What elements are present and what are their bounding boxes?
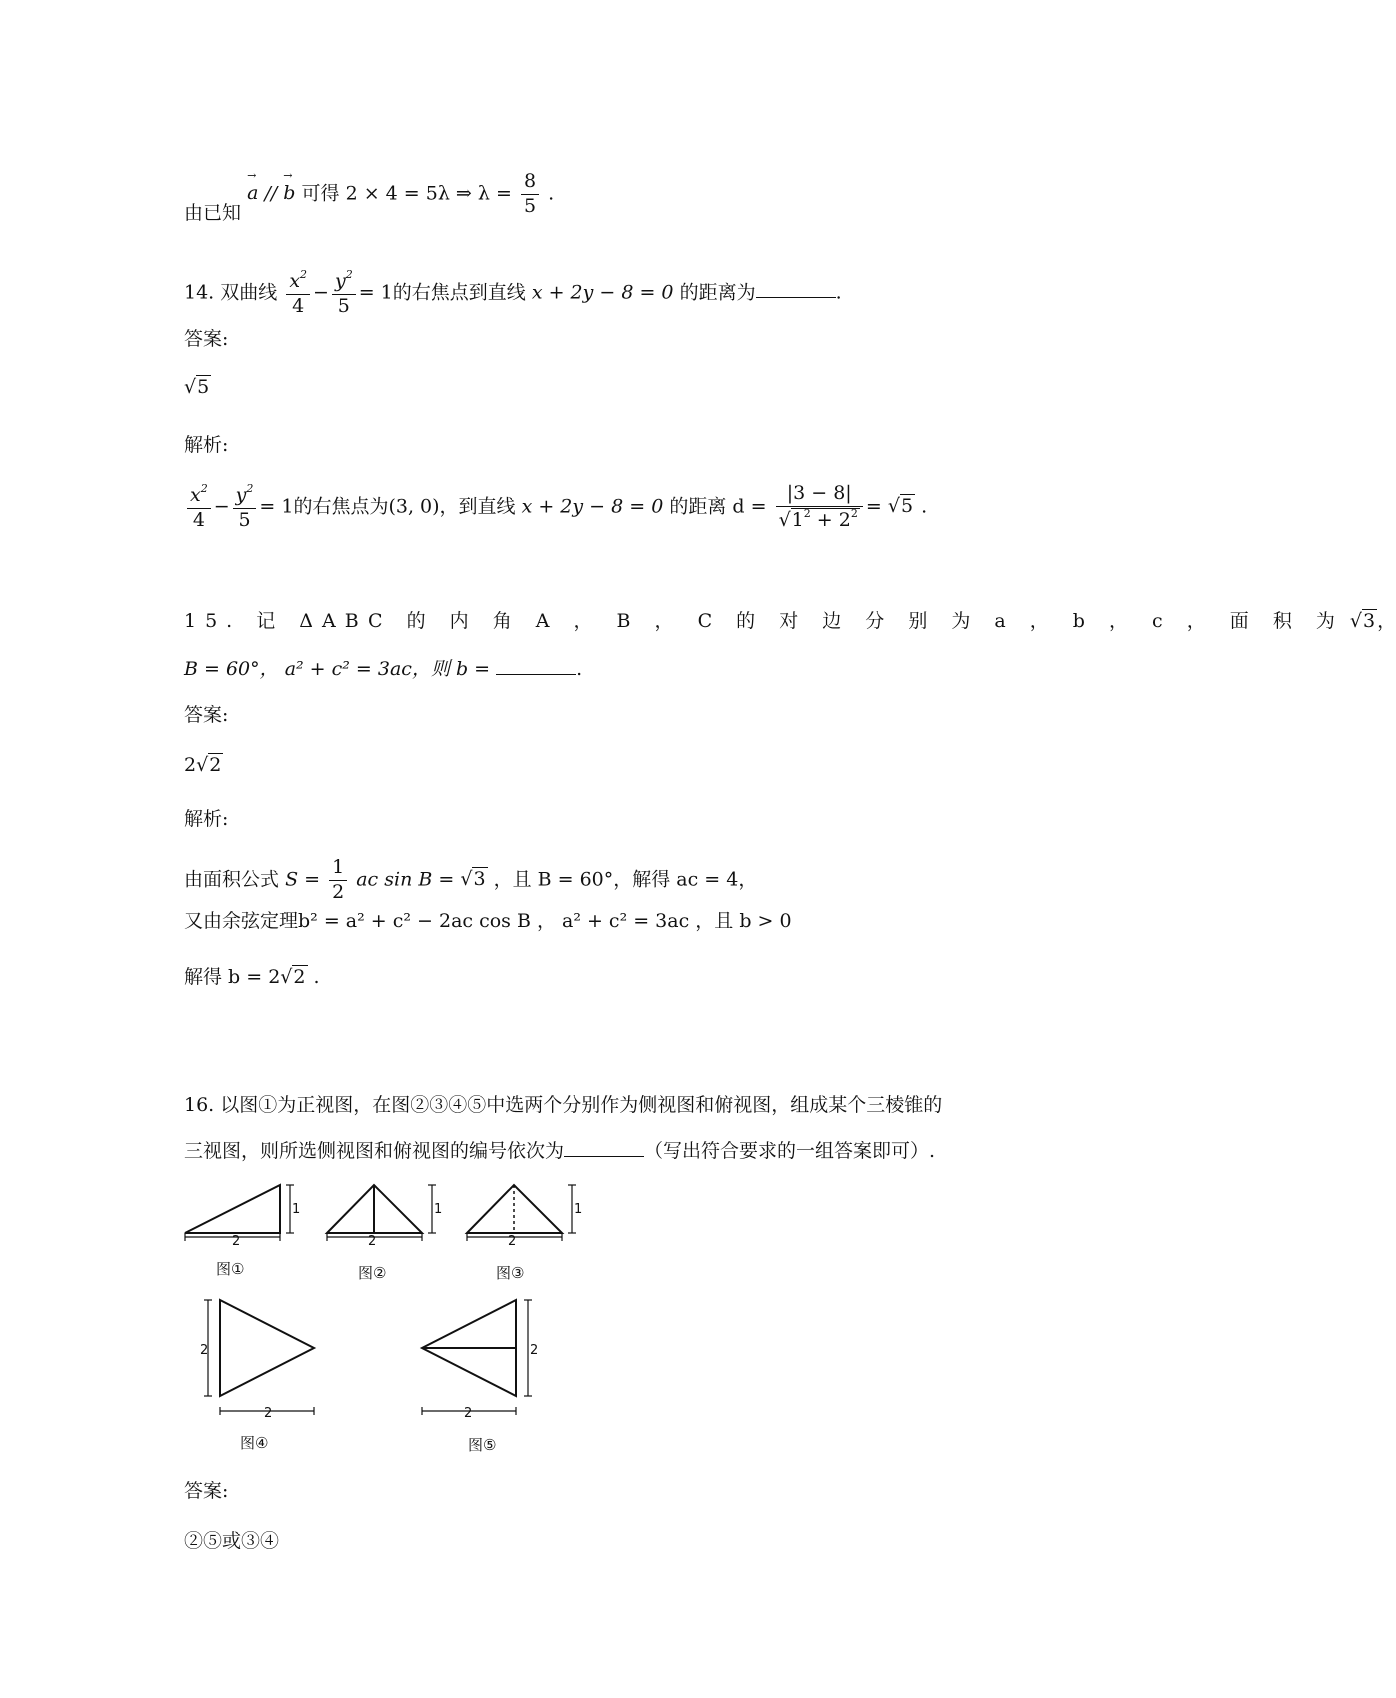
- figure-4: [196, 1292, 326, 1422]
- figure-5-label: 图⑤: [468, 1436, 497, 1454]
- y2-denominator: 5: [337, 294, 350, 317]
- question-16-line2: [184, 1142, 935, 1161]
- q16-line2-suffix: （写出符合要求的一组答案即可）.: [644, 1140, 936, 1162]
- distance-fraction: [776, 482, 863, 533]
- equation-left: 2 × 4 = 5λ ⇒ λ =: [345, 182, 512, 205]
- q15-answer-label: 答案:: [184, 704, 229, 726]
- x2-denominator: 4: [292, 294, 305, 317]
- fig2-width-label: 2: [368, 1234, 377, 1249]
- q15-analysis-line3: [184, 968, 320, 987]
- area-S: S =: [285, 868, 321, 891]
- figure-2-label: 图②: [358, 1264, 387, 1282]
- fig3-height-label: 1: [574, 1202, 583, 1217]
- answer-blank-16[interactable]: [564, 1156, 644, 1157]
- q15-answer-value: [184, 756, 223, 775]
- q14-tail-after: 的距离为: [679, 281, 756, 304]
- y2-numerator: $y^2$: [332, 268, 356, 295]
- parallel-symbol: //: [264, 182, 278, 205]
- distance-result: √5: [887, 495, 914, 518]
- q14-lead: 14. 双曲线: [184, 281, 278, 304]
- distance-numerator: |3 − 8|: [776, 482, 863, 507]
- analysis-distance-text: 的距离 d =: [669, 495, 767, 518]
- q16-answer-value: ②⑤或③④: [184, 1530, 280, 1552]
- analysis-y2: $y^2$: [233, 482, 257, 509]
- figure-1-label: 图①: [216, 1260, 245, 1278]
- result-end: .: [313, 966, 320, 988]
- figure-4-label: 图④: [240, 1434, 269, 1452]
- half-num: 1: [329, 856, 347, 881]
- fraction-8-5: [521, 170, 539, 219]
- analysis-focus-text: 的右焦点为(3, 0)，到直线: [293, 495, 516, 518]
- q15-angle: B = 60°，: [184, 658, 279, 680]
- hyperbola-x-term: [286, 268, 310, 319]
- vector-b: → b: [283, 184, 295, 203]
- hyperbola-y-term: [332, 268, 356, 319]
- figure-5: [414, 1292, 544, 1422]
- figure-3-label: 图③: [496, 1264, 525, 1282]
- figure-1: [180, 1180, 300, 1260]
- analysis-line-equation: x + 2y − 8 = 0: [521, 495, 664, 518]
- fraction-denominator: 5: [523, 194, 537, 217]
- fraction-numerator: 8: [521, 170, 539, 195]
- x2-numerator: $x^2$: [286, 268, 310, 295]
- area-sqrt3: √3: [1349, 610, 1376, 632]
- answer-sqrt2: √2: [196, 754, 222, 776]
- analysis-y-term: [233, 482, 257, 533]
- q14-tail-before: 的右焦点到直线: [392, 281, 526, 304]
- analysis-4: 4: [192, 508, 205, 531]
- q15-comma: ，: [1377, 610, 1396, 632]
- figure-2: [322, 1180, 442, 1260]
- area-value-sqrt3: √3: [460, 868, 486, 891]
- question-15-line1: [184, 612, 1396, 631]
- analysis-5: 5: [238, 508, 251, 531]
- mid-text: 可得: [301, 182, 340, 205]
- analysis-x-term: [187, 482, 211, 533]
- answer-coefficient: 2: [184, 754, 197, 776]
- question-14: 14. 双曲线 $\frac{x^2}{4}$ − $\frac{y^2}{5}$ = 1的右焦点到直线 x + 2y − 8 = 0 的距离为 .: [184, 268, 842, 317]
- q15-line1-text: 15. 记 ΔABC 的 内 角 A ， B ， C 的 对 边 分 别 为 a ， b ， c ， 面 积 为: [184, 610, 1344, 632]
- half-den: 2: [332, 880, 345, 903]
- q14-answer-value: [184, 378, 211, 397]
- question-15-line2: [184, 660, 582, 679]
- q15-analysis-line1: [184, 856, 757, 905]
- q15-analysis-line2: 又由余弦定理b² = a² + c² − 2ac cos B ， a² + c² = 3ac ，且 b > 0: [184, 910, 792, 932]
- figure-3: [462, 1180, 582, 1260]
- analysis-end: .: [921, 495, 928, 518]
- area-formula-prefix: 由面积公式: [184, 868, 280, 891]
- analysis-x2: $x^2$: [187, 482, 211, 509]
- fig5-width-label: 2: [464, 1406, 473, 1421]
- q14-answer-label: 答案:: [184, 328, 229, 350]
- q15-analysis-label: 解析:: [184, 808, 229, 830]
- sqrt-5: √5: [184, 376, 210, 398]
- fig1-height-label: 1: [292, 1202, 301, 1217]
- q14-analysis: $\frac{x^2}{4}$ − $\frac{y^2}{5}$ = 1的右焦点为(3, 0)，到直线 x + 2y − 8 = 0 的距离 d = $\frac{|3 - 8|}{√1^2 + 2^2}$ = √5 .: [184, 482, 927, 533]
- q14-line-equation: x + 2y − 8 = 0: [531, 281, 674, 304]
- q16-answer-label: 答案:: [184, 1480, 229, 1502]
- q15-condition: a² + c² = 3ac，则 b =: [284, 658, 491, 680]
- fig1-width-label: 2: [232, 1234, 241, 1249]
- result-prefix: 解得 b = 2: [184, 966, 281, 988]
- q16-line2-prefix: 三视图，则所选侧视图和俯视图的编号依次为: [184, 1140, 565, 1162]
- end-period: .: [548, 182, 555, 205]
- fig3-width-label: 2: [508, 1234, 517, 1249]
- fig2-height-label: 1: [434, 1202, 443, 1217]
- vector-condition-line: [184, 170, 555, 225]
- half-fraction: [329, 856, 347, 905]
- q14-analysis-label: 解析:: [184, 434, 229, 456]
- area-formula-post: ，且 B = 60°，解得 ac = 4，: [493, 868, 758, 891]
- prefix-text: 由已知: [184, 202, 242, 225]
- answer-blank-15[interactable]: [496, 674, 576, 675]
- fig4-height-label: 2: [200, 1343, 209, 1358]
- area-formula-body: ac sin B =: [356, 868, 455, 891]
- q14-end: .: [835, 281, 842, 304]
- question-16-line1: 16. 以图①为正视图，在图②③④⑤中选两个分别作为侧视图和俯视图，组成某个三棱锥的: [184, 1094, 943, 1116]
- q15-end: .: [576, 658, 583, 680]
- distance-denominator: $√1^2 + 2^2$: [778, 506, 858, 531]
- fig5-height-label: 2: [530, 1343, 539, 1358]
- fig4-width-label: 2: [264, 1406, 273, 1421]
- vector-a: → a: [247, 184, 258, 203]
- answer-blank-14[interactable]: [756, 297, 836, 298]
- result-sqrt2: √2: [280, 966, 306, 988]
